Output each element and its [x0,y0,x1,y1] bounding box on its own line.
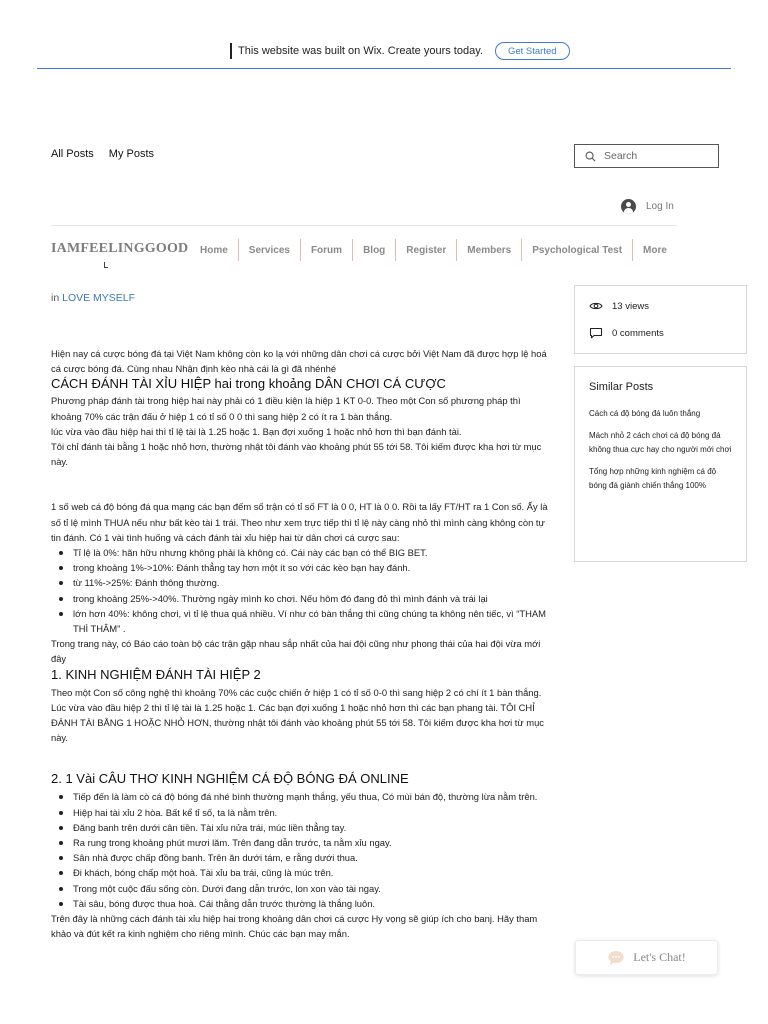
menu-item-home[interactable]: Home [190,239,239,261]
post-intro: Hiện nay cá cược bóng đá tại Việt Nam không còn ko lạ với những dân chơi cá cược bởi Việt Nam đã được hợp lệ hoá cá cược bóng đá. Cùng nhau Nhận định kèo nhà cái là gì đã nhénhé [51,348,547,375]
post-heading-2: 1. KINH NGHIỆM ĐÁNH TÀI HIỆP 2 [51,666,261,682]
menu-item-members[interactable]: Members [457,239,522,261]
search-placeholder: Search [604,150,638,162]
post-body [51,346,551,942]
post-paragraph: Phương pháp đánh tài trong hiệp hai này phải có 1 điều kiện là hiệp 1 KT 0-0. Theo một Con số phương pháp thì khoảng 70% các trận đấu ở hiệp 1 có tỉ số 0 0 thì sang hiệp 2 có ít ra 1 bàn thắng. [51,395,521,422]
list-item: Tỉ lệ là 0%: hãn hữu nhưng không phải là không có. Cái này các bạn có thể BIG BET. [73,545,551,560]
views-count: 13 views [612,300,649,312]
chat-label: Let's Chat! [633,950,686,964]
odds-list [51,545,551,636]
category-link[interactable]: LOVE MYSELF [62,292,136,304]
list-item: từ 11%->25%: Đánh thông thường. [73,575,551,590]
post-paragraph: lúc vừa vào đầu hiệp hai thì tỉ lệ tài là 1.25 hoặc 1. Bạn đợi xuống 1 hoặc nhỏ hơn thì bạn đánh tài. [51,425,462,437]
views-stat [589,298,732,314]
list-item: Sân nhà được chấp đồng banh. Trên ăn dưới tám, e rằng dưới thua. [73,850,551,865]
verse-list [51,789,551,911]
similar-post-link[interactable]: Cách cá độ bóng đá luôn thắng [589,409,701,418]
menu-item-services[interactable]: Services [239,239,301,261]
wix-banner-text: This website was built on Wix. Create yours today. [238,45,483,57]
list-item: Tiếp đến là làm cò cá độ bóng đá nhé bình thường mạnh thắng, yếu thua, Có mùi bán độ, thường lừa nằm trên. [73,789,551,804]
post-paragraph: Theo một Con số công nghệ thì khoảng 70% các cuộc chiến ở hiệp 1 có tỉ số 0-0 thì sang hiệp 2 có chí ít 1 bàn thắng. Lúc vừa vào đầu hiệp 2 thì tỉ lệ tài là 1.25 hoặc 1. Các bạn đợi xuống 1 hoặc nhỏ hơn thì các bạn phang tài. TÔI CHỈ ĐÁNH TÀI BẰNG 1 HOẶC NHỎ HƠN, thường nhật tôi đánh vào khoảng phút 55 tới 58. Tôi kiếm được kha hơi từ mục này. [51,686,544,744]
list-item: Trong một cuộc đấu sống còn. Dưới đang dẫn trước, lon xon vào tài ngay. [73,881,551,896]
list-item: trong khoảng 25%->40%. Thường ngày mình ko chơi. Nếu hôm đó đang đỏ thì mình đánh và trái lại [73,591,551,606]
post-category [51,292,135,304]
site-menu [190,239,677,261]
list-item: Đăng banh trên dưới cân tiền. Tài xỉu nửa trái, múc liền thẳng tay. [73,820,551,835]
post-paragraph: 1 số web cá độ bóng đá qua mạng các bạn đếm số trận có tỉ số FT là 0 0, HT là 0 0. Rồi ta lấy FT/HT ra 1 Con số. Ấy là số tỉ lệ mình THUA nếu như bất kèo tài 1 trái. Theo như xem trực tiếp thì tỉ lệ này càng nhỏ thì mình càng không còn tự tin đánh. Có 1 vài tình huống và cách đánh tài xỉu hiệp hai từ dân chơi cá cược sau: [51,501,548,543]
search-icon [585,151,596,162]
list-item: lớn hơn 40%: không chơi, vì tỉ lệ thua quá nhiều. Ví như có bàn thắng thì cũng chúng ta không nên tiếc, vì “THAM THÌ THÂM” . [73,606,551,636]
post-heading-3: 2. 1 Vài CÂU THƠ KINH NGHIỆM CÁ ĐỘ BÓNG ĐÁ ONLINE [51,771,409,787]
similar-posts-title: Similar Posts [589,381,654,393]
chat-button[interactable] [575,940,718,975]
menu-item-forum[interactable]: Forum [301,239,353,261]
list-item: Hiệp hai tài xỉu 2 hòa. Bất kể tỉ số, ta là nằm trên. [73,805,551,820]
login-button[interactable] [621,199,674,214]
post-heading-1: CÁCH ĐÁNH TÀI XỈU HIỆP hai trong khoảng DÂN CHƠI CÁ CƯỢC [51,376,446,392]
similar-post-link[interactable]: Tổng hợp những kinh nghiệm cá độ bóng đá giành chiến thắng 100% [589,467,717,490]
comments-stat[interactable] [589,325,732,341]
wix-logo-icon [230,43,232,59]
similar-post-link[interactable]: Mách nhỏ 2 cách chơi cá độ bóng đá không thua cực hay cho người mới chơi [589,431,732,454]
comment-icon [589,327,603,339]
avatar-icon [621,199,636,214]
category-prefix: in [51,292,60,304]
menu-item-more[interactable]: More [643,244,667,256]
list-item: Đi khách, bóng chấp một hoà. Tài xỉu ba trái, cũng là múc trên. [73,865,551,880]
list-item: trong khoảng 1%->10%: Đánh thẳng tay hơn một ít so với các kèo bạn hay đánh. [73,560,551,575]
chat-bubble-icon [607,950,625,966]
list-item: Ra rung trong khoảng phút mươi lăm. Trên đang dẫn trước, ta nằm xỉu ngay. [73,835,551,850]
list-item: Tài sâu, bóng được thua hoà. Cái thằng dẫn trước thường là thắng luôn. [73,896,551,911]
search-input[interactable] [574,144,719,168]
post-paragraph: Trong trang này, có Báo cáo toàn bộ các trận gặp nhau sắp nhất của hai đội cũng như phong thái của hai đội vừa mới đây [51,638,541,665]
wix-banner-content [230,42,570,60]
header-divider [51,225,677,226]
clipped-title-fragment [104,262,108,268]
eye-icon [589,301,603,311]
menu-item-psychological-test[interactable]: Psychological Test [522,239,633,261]
site-brand[interactable]: IAMFEELINGGOOD [51,241,189,256]
post-paragraph: Trên đây là những cách đánh tài xỉu hiệp hai trong khoảng dân chơi cá cược Hy vọng sẽ giúp ích cho banj. Hãy tham khảo và đút kết ra kinh nghiệm cho riêng mình. Chúc các bạn may mắn. [51,913,538,940]
menu-item-register[interactable]: Register [396,239,457,261]
similar-posts [574,366,747,562]
get-started-button[interactable]: Get Started [495,42,570,60]
all-posts-link[interactable]: All Posts [51,148,94,160]
post-paragraph: Tôi chỉ đánh tài bằng 1 hoặc nhỏ hơn, thường nhật tôi đánh vào khoảng phút 55 tới 58. Tôi kiếm được kha hơi từ mục này. [51,441,542,468]
menu-item-blog[interactable]: Blog [353,239,396,261]
blog-nav [51,148,154,160]
login-label: Log In [646,201,674,212]
comments-count: 0 comments [612,327,664,339]
post-stats [574,285,747,354]
my-posts-link[interactable]: My Posts [108,148,155,160]
wix-banner [37,36,731,69]
